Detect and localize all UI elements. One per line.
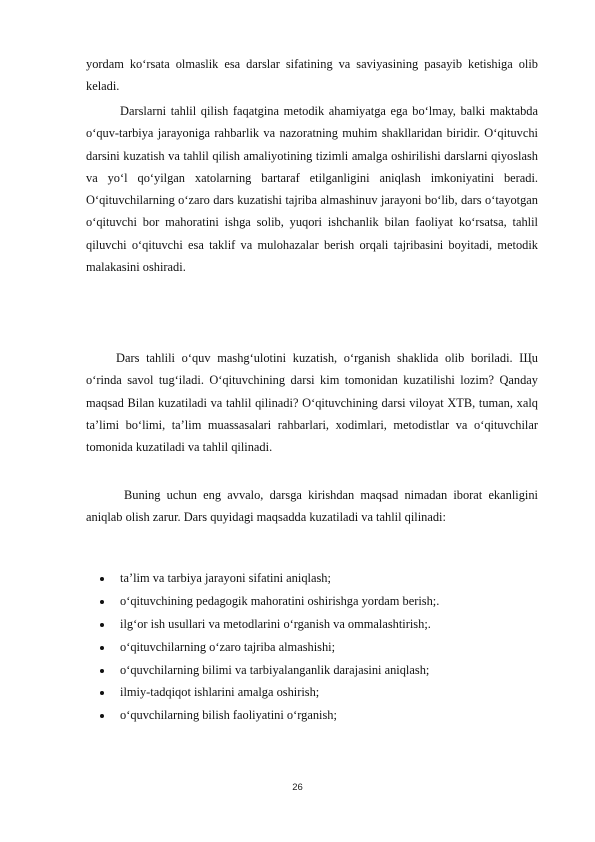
list-item-text: ilg‘or ish usullari va metodlarini o‘rganish va ommalashtirish;. (120, 616, 431, 631)
list-item (96, 659, 536, 682)
paragraph-lesson-analysis: Darslarni tahlil qilish faqatgina metodik ahamiyatga ega bo‘lmay, balki maktabda o‘quv-tarbiya jarayoniga rahbarlik va nazoratning muhim shakllaridan biridir. O‘qituvchi darsini kuzatish va tahlil qilish amaliyotining tizimli amalga oshirilishi darslarni qiyoslash va yo‘l qo‘yilgan xatolarning bartaraf etilganligini aniqlash imkoniyatini beradi. O‘qituvchilarning o‘zaro dars kuzatishi tajriba almashinuv jarayoni bo‘lib, dars o‘tayotgan o‘qituvchi bor mahoratini ishga solib, yuqori ishchanlik bilan faoliyat ko‘rsatsa, tahlil qiluvchi o‘qituvchi esa taklif va mulohazalar berish orqali tajribasini boyitadi, metodik malakasini oshiradi. (86, 104, 538, 275)
list-item (96, 681, 536, 704)
purpose-list (96, 567, 536, 727)
bullet-icon (100, 623, 104, 627)
list-item-text: ilmiy-tadqiqot ishlarini amalga oshirish; (120, 685, 320, 700)
page-number: 26 (292, 782, 303, 793)
list-item (96, 590, 536, 613)
paragraph-lesson-observation: Dars tahlili o‘quv mashg‘ulotini kuzatish, o‘rganish shaklida olib boriladi. Щu o‘rinda savol tug‘iladi. O‘qituvchining darsi kim tomonidan kuzatilishi lozim? Qanday maqsad Bilan kuzatiladi va tahlil qilinadi? O‘qituvchining darsi viloyat XTB, tuman, xalq ta’limi bo‘limi, ta’lim muassasalari rahbarlari, xodimlari, metodistlar va o‘qituvchilar tomonida kuzatiladi va tahlil qilinadi. (86, 351, 538, 455)
bullet-icon (100, 577, 104, 581)
paragraph-continuation: yordam ko‘rsata olmaslik esa darslar sifatining va saviyasining pasayib ketishiga olib keladi. (86, 57, 538, 94)
list-item-text: o‘qituvchining pedagogik mahoratini oshirishga yordam berish;. (120, 593, 440, 608)
paragraph-purpose-intro: Buning uchun eng avvalo, darsga kirishdan maqsad nimadan iborat ekanligini aniqlab olish zarur. Dars quyidagi maqsadda kuzatiladi va tahlil qilinadi: (86, 488, 538, 525)
list-item-text: ta’lim va tarbiya jarayoni sifatini aniqlash; (120, 571, 331, 585)
list-item (96, 613, 536, 636)
list-item-text: o‘quvchilarning bilimi va tarbiyalanganlik darajasini aniqlash; (120, 662, 430, 677)
list-item-text: o‘quvchilarning bilish faoliyatini o‘rganish; (120, 708, 337, 723)
list-item (96, 567, 536, 590)
list-item (96, 636, 536, 659)
bullet-icon (100, 691, 104, 695)
bullet-icon (100, 646, 104, 650)
bullet-icon (100, 669, 104, 673)
bullet-icon (100, 600, 104, 604)
list-item (96, 704, 536, 727)
list-item-text: o‘qituvchilarning o‘zaro tajriba almashishi; (120, 639, 336, 654)
bullet-icon (100, 714, 104, 718)
